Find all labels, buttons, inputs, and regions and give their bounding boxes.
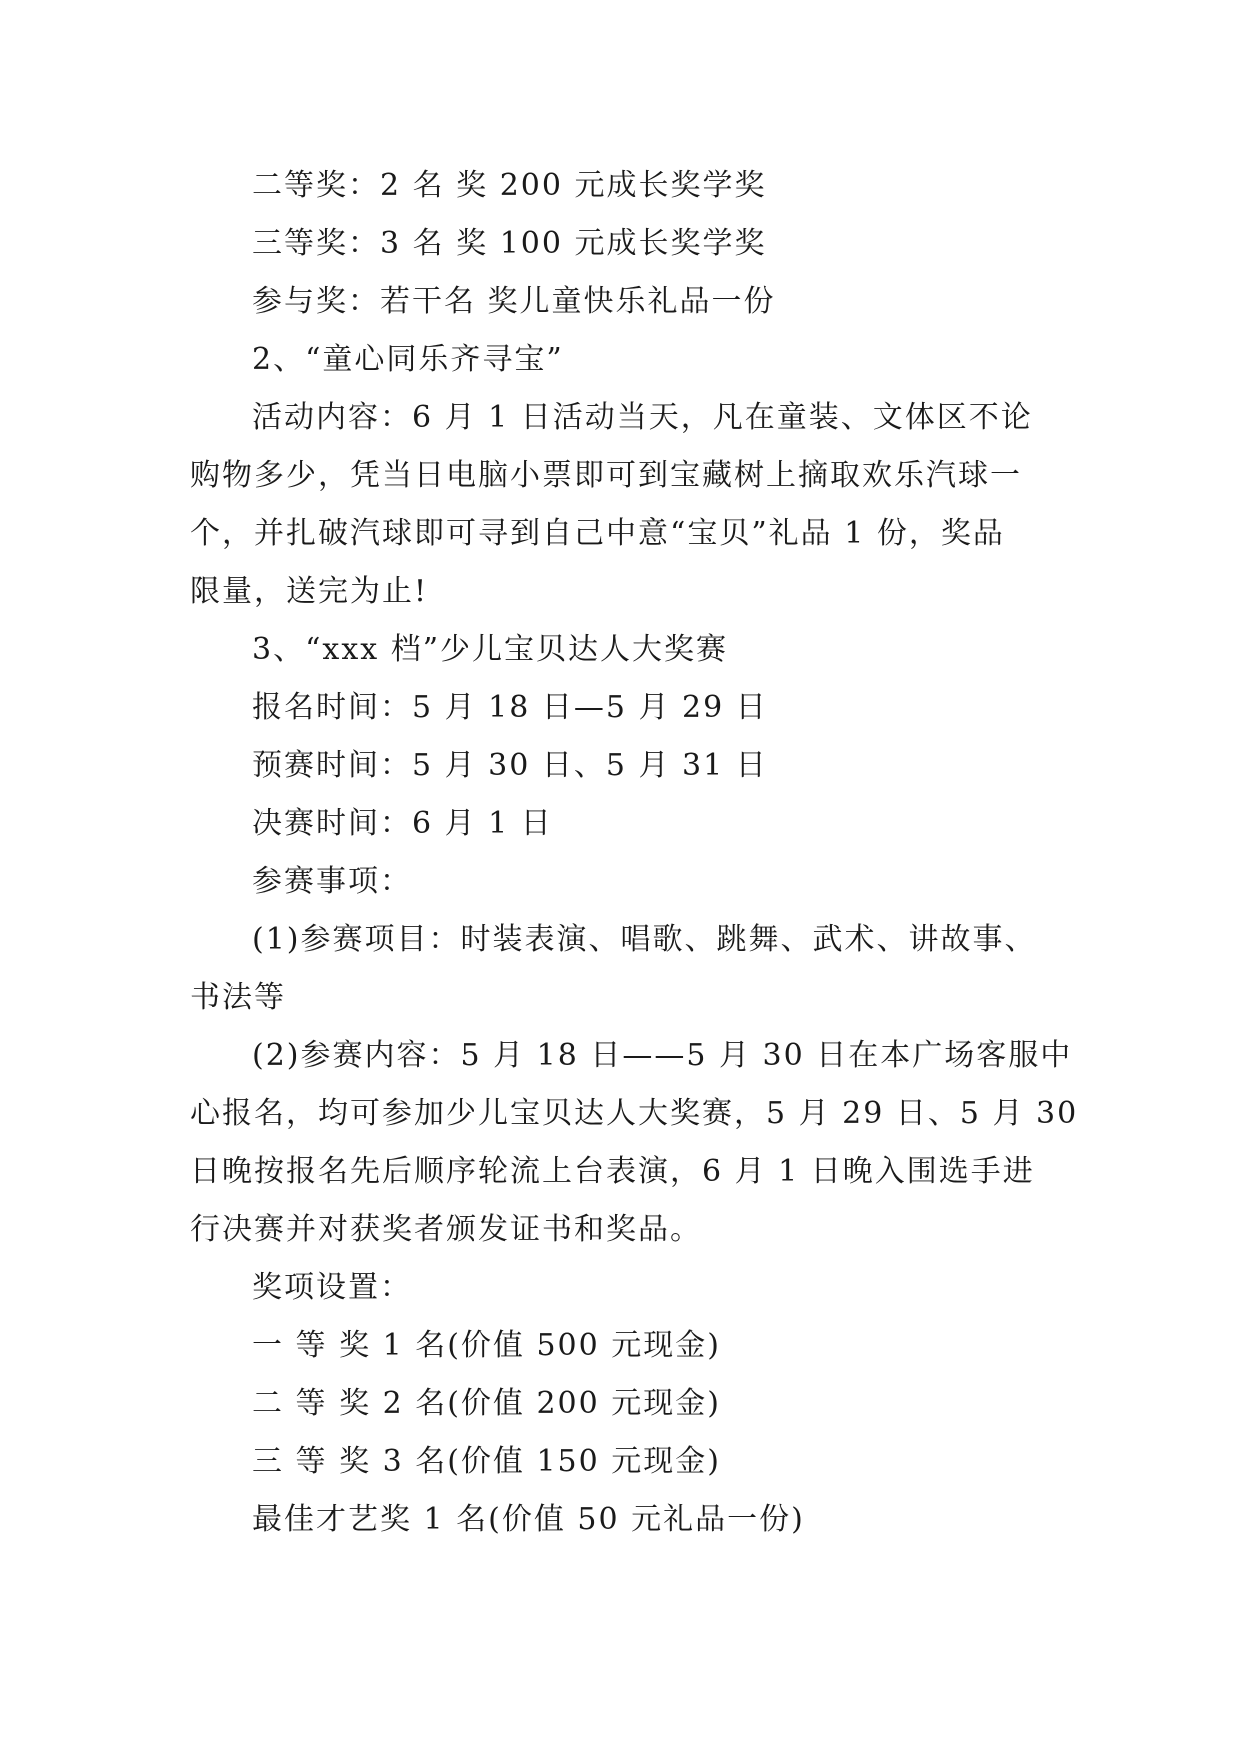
- prize-line: 一 等 奖 1 名(价值 500 元现金): [252, 1328, 721, 1363]
- paragraph-line: 参赛事项：: [252, 864, 412, 899]
- paragraph-line: 行决赛并对获奖者颁发证书和奖品。: [190, 1212, 702, 1247]
- paragraph-line: 二等奖：2 名 奖 200 元成长奖学奖: [252, 168, 767, 203]
- paragraph-line: 报名时间：5 月 18 日—5 月 29 日: [252, 690, 768, 725]
- paragraph-line: 限量，送完为止!: [190, 574, 429, 609]
- paragraph-line: 日晚按报名先后顺序轮流上台表演，6 月 1 日晚入围选手进: [190, 1154, 1035, 1189]
- paragraph-line: 奖项设置：: [252, 1270, 412, 1305]
- paragraph-line: 购物多少，凭当日电脑小票即可到宝藏树上摘取欢乐汽球一: [190, 458, 1022, 493]
- paragraph-line: 决赛时间：6 月 1 日: [252, 806, 553, 841]
- section-heading: 2、“童心同乐齐寻宝”: [252, 342, 564, 377]
- paragraph-line: 活动内容：6 月 1 日活动当天，凡在童装、文体区不论: [252, 400, 1033, 435]
- prize-line: 最佳才艺奖 1 名(价值 50 元礼品一份): [252, 1502, 805, 1537]
- paragraph-line: 心报名，均可参加少儿宝贝达人大奖赛，5 月 29 日、5 月 30: [190, 1096, 1079, 1131]
- paragraph-line: 书法等: [190, 980, 286, 1015]
- paragraph-line: (2)参赛内容：5 月 18 日——5 月 30 日在本广场客服中: [252, 1038, 1073, 1073]
- paragraph-line: (1)参赛项目：时装表演、唱歌、跳舞、武术、讲故事、: [252, 922, 1037, 957]
- document-body: [190, 157, 1079, 1549]
- section-heading: 3、“xxx 档”少儿宝贝达人大奖赛: [252, 632, 729, 667]
- paragraph-line: 三等奖：3 名 奖 100 元成长奖学奖: [252, 226, 767, 261]
- paragraph-line: 参与奖：若干名 奖儿童快乐礼品一份: [252, 284, 776, 319]
- prize-line: 三 等 奖 3 名(价值 150 元现金): [252, 1444, 721, 1479]
- prize-line: 二 等 奖 2 名(价值 200 元现金): [252, 1386, 721, 1421]
- paragraph-line: 个，并扎破汽球即可寻到自己中意“宝贝”礼品 1 份，奖品: [190, 516, 1005, 551]
- paragraph-line: 预赛时间：5 月 30 日、5 月 31 日: [252, 748, 768, 783]
